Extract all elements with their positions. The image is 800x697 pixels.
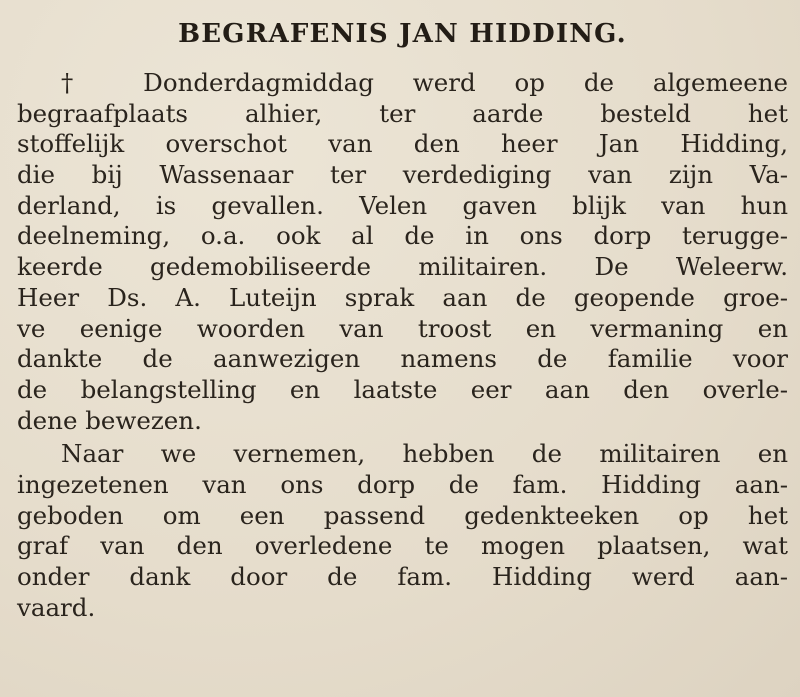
text-line: graf van den overledene te mogen plaatsen, wat xyxy=(17,531,788,561)
text-line: ingezetenen van ons dorp de fam. Hidding aan- xyxy=(17,469,788,499)
text-line: dankte de aanwezigen namens de familie voor xyxy=(17,344,788,374)
text-line: ve eenige woorden van troost en vermaning en xyxy=(17,313,788,343)
text-line: keerde gedemobiliseerde militairen. De Weleerw. xyxy=(17,252,788,282)
text-line: stoffelijk overschot van den heer Jan Hidding, xyxy=(17,129,788,159)
text-line: onder dank door de fam. Hidding werd aan- xyxy=(17,562,788,591)
text-line: Heer Ds. A. Luteijn sprak aan de geopende groe- xyxy=(17,282,788,312)
article-paragraph-1 xyxy=(17,68,788,436)
text-line: begraafplaats alhier, ter aarde besteld het xyxy=(17,98,788,128)
text-line: vaard. xyxy=(17,592,96,622)
text-line: Naar we vernemen, hebben de militairen en xyxy=(61,439,788,469)
article-headline: BEGRAFENIS JAN HIDDING. xyxy=(178,19,627,49)
text-line: de belangstelling en laatste eer aan den overle- xyxy=(17,374,788,404)
text-line: dene bewezen. xyxy=(17,405,202,435)
text-line: derland, is gevallen. Velen gaven blijk van hun xyxy=(17,190,788,220)
text-line: geboden om een passend gedenkteeken op het xyxy=(17,500,788,530)
article-paragraph-2 xyxy=(17,439,788,623)
text-line: die bij Wassenaar ter verdediging van zijn Va- xyxy=(17,160,788,190)
text-line: deelneming, o.a. ook al de in ons dorp terugge- xyxy=(17,221,788,251)
text-line: † Donderdagmiddag werd op de algemeene xyxy=(61,68,788,97)
